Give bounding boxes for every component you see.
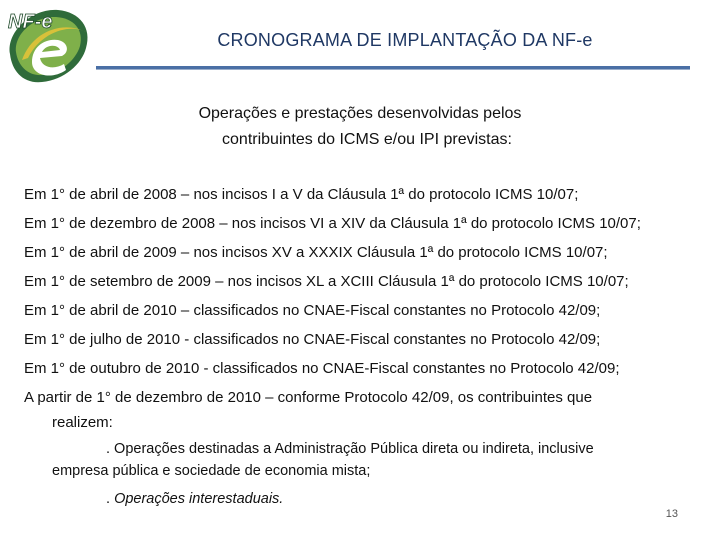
schedule-date: Em 1° de abril de 2008 [24, 186, 177, 203]
schedule-date: Em 1° de abril de 2010 [24, 302, 177, 319]
sub-item-bullet: . [106, 491, 115, 507]
sub-item-public-admin-cont: empresa pública e sociedade de economia mista; [52, 463, 371, 479]
sub-item-public-admin: . Operações destinadas a Administração Pública direta ou indireta, inclusive [106, 441, 594, 457]
schedule-item-final [24, 383, 714, 412]
schedule-text: - classificados no CNAE-Fiscal constantes no Protocolo 42/09; [180, 331, 601, 348]
schedule-list [24, 180, 714, 510]
schedule-text: - classificados no CNAE-Fiscal constantes no Protocolo 42/09; [199, 360, 620, 377]
schedule-date: Em 1° de abril de 2009 [24, 244, 177, 261]
subtitle [0, 101, 720, 153]
schedule-text: – conforme Protocolo 42/09, os contribuintes que [261, 389, 593, 406]
schedule-text: – nos incisos XV a XXXIX Cláusula 1ª do protocolo ICMS 10/07; [176, 244, 608, 261]
subtitle-line-1: Operações e prestações desenvolvidas pelos [198, 105, 522, 122]
title-divider-shadow [96, 69, 690, 70]
schedule-date: Em 1° de setembro de 2009 [24, 273, 211, 290]
schedule-item [24, 238, 714, 267]
schedule-date: Em 1° de dezembro de 2008 [24, 215, 216, 232]
schedule-item [24, 354, 714, 383]
schedule-item [24, 296, 714, 325]
schedule-item [24, 180, 714, 209]
schedule-text: – nos incisos XL a XCIII Cláusula 1ª do protocolo ICMS 10/07; [210, 273, 629, 290]
schedule-date: A partir de 1° de dezembro de 2010 [24, 389, 261, 406]
subtitle-line-2: contribuintes do ICMS e/ou IPI previstas: [222, 131, 512, 148]
sub-item-interstate [24, 488, 714, 510]
schedule-item [24, 209, 714, 238]
logo-text: NF-e [8, 11, 53, 33]
schedule-text: – nos incisos VI a XIV da Cláusula 1ª do protocolo ICMS 10/07; [215, 215, 641, 232]
page-number: 13 [665, 508, 678, 520]
sub-item-interstate-text: Operações interestaduais. [114, 491, 284, 507]
schedule-item [24, 325, 714, 354]
page-title: CRONOGRAMA DE IMPLANTAÇÃO DA NF-e [217, 30, 593, 50]
schedule-item [24, 267, 714, 296]
schedule-text: – nos incisos I a V da Cláusula 1ª do protocolo ICMS 10/07; [176, 186, 579, 203]
schedule-text: – classificados no CNAE-Fiscal constantes no Protocolo 42/09; [176, 302, 601, 319]
nfe-logo-icon [2, 2, 94, 88]
final-continuation: realizem: [52, 414, 113, 431]
schedule-date: Em 1° de outubro de 2010 [24, 360, 200, 377]
schedule-date: Em 1° de julho de 2010 [24, 331, 181, 348]
